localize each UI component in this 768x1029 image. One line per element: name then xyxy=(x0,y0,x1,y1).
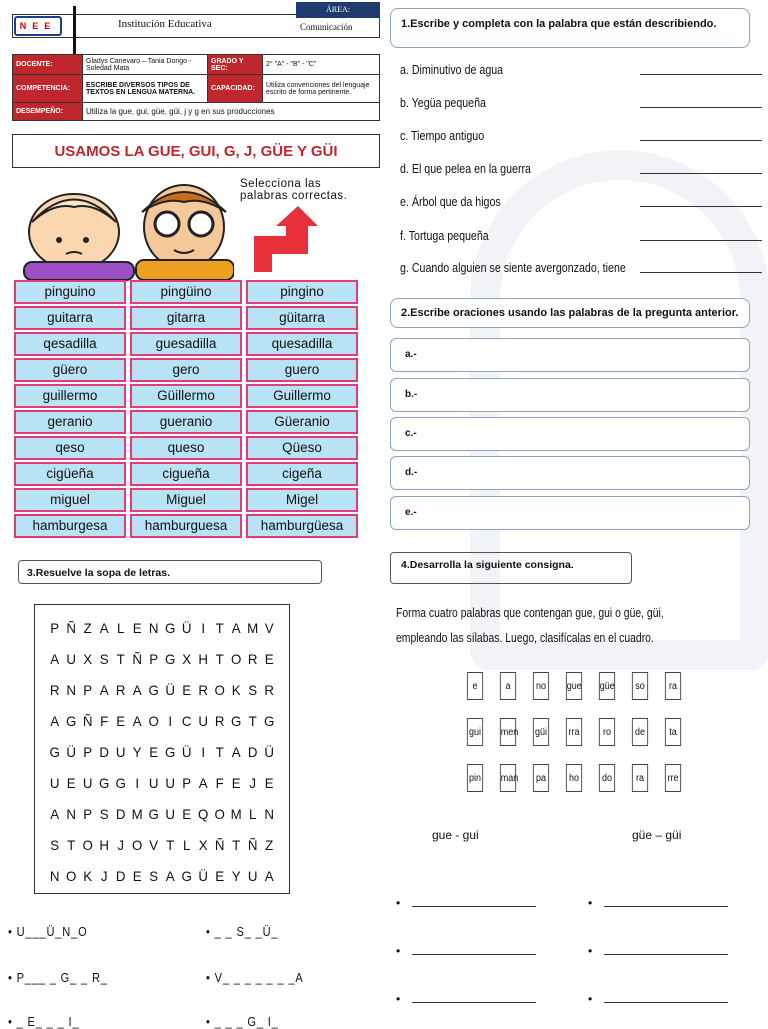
sentence-input[interactable]: c.- xyxy=(390,417,750,451)
word-search-letter[interactable]: M xyxy=(247,620,259,636)
q1-item: b. Yegüa pequeña xyxy=(400,95,486,110)
word-search-letter[interactable]: O xyxy=(231,651,242,667)
word-search-letter[interactable]: G xyxy=(165,620,176,636)
word-search-letter[interactable]: A xyxy=(231,620,241,636)
fill-word[interactable]: • U___Ü_N_O xyxy=(8,924,88,939)
word-row xyxy=(12,332,360,356)
word-search-letter[interactable]: N xyxy=(49,868,60,884)
word-search-letter[interactable]: U xyxy=(165,775,176,791)
competencia-label: COMPETENCIA: xyxy=(13,75,83,103)
sentence-input[interactable]: d.- xyxy=(390,456,750,490)
word-search-letter[interactable]: V xyxy=(149,837,159,853)
fill-word[interactable]: • _ _ S_ _Ü_ xyxy=(206,924,279,939)
word-row xyxy=(12,358,360,382)
word-search-letter[interactable]: T xyxy=(67,837,76,853)
word-search-letter[interactable]: Ü xyxy=(165,682,176,698)
word-search-letter[interactable]: E xyxy=(264,651,274,667)
area-label: ÁREA: xyxy=(296,2,380,18)
syllable-card[interactable]: ra xyxy=(665,672,681,700)
word-option[interactable]: Guillermo xyxy=(246,384,358,408)
desempeno-value: Utiliza la gue, gui, güe, güi, j y g en sus producciones xyxy=(83,103,380,121)
syllable-card[interactable]: a xyxy=(500,672,516,700)
word-option[interactable]: hamburgesa xyxy=(14,514,126,538)
info-table xyxy=(12,54,380,121)
word-search-letter[interactable]: G xyxy=(165,651,176,667)
word-search-letter[interactable]: A xyxy=(99,682,109,698)
word-row xyxy=(12,384,360,408)
q1-item: g. Cuando alguien se siente avergonzado, tiene xyxy=(400,260,626,275)
word-option[interactable]: guillermo xyxy=(14,384,126,408)
word-search-letter[interactable]: I xyxy=(168,713,173,729)
word-search-letter[interactable]: V xyxy=(264,620,274,636)
word-search-letter[interactable]: P xyxy=(182,775,192,791)
word-option[interactable]: pinguino xyxy=(14,280,126,304)
word-search-letter[interactable]: G xyxy=(165,744,176,760)
word-search-letter[interactable]: A xyxy=(50,713,60,729)
word-row xyxy=(12,280,360,304)
word-search-letter[interactable]: Ü xyxy=(181,744,192,760)
classification-line[interactable]: • xyxy=(588,894,732,910)
word-search-letter[interactable]: X xyxy=(182,651,192,667)
syllable-card[interactable]: ro xyxy=(599,718,615,746)
syllable-row xyxy=(466,718,697,746)
word-search-letter[interactable]: U xyxy=(247,868,258,884)
word-search-letter[interactable]: Ü xyxy=(66,744,76,760)
word-search-letter[interactable]: D xyxy=(99,744,109,760)
word-search-letter[interactable]: I xyxy=(135,775,140,791)
word-search-letter[interactable]: K xyxy=(231,682,241,698)
syllable-card[interactable]: pin xyxy=(467,764,483,792)
word-option[interactable]: qesadilla xyxy=(14,332,126,356)
word-search-letter[interactable]: E xyxy=(182,806,192,822)
word-search-letter[interactable]: Ñ xyxy=(66,620,76,636)
word-option[interactable]: Miguel xyxy=(130,488,242,512)
word-search-letter[interactable]: O xyxy=(65,868,77,884)
word-search-letter[interactable]: E xyxy=(215,868,225,884)
word-search-letter[interactable]: I xyxy=(201,744,206,760)
competencia-value: ESCRIBE DIVERSOS TIPOS DE TEXTOS EN LENGUA MATERNA. xyxy=(83,75,208,103)
word-row xyxy=(12,514,360,538)
word-search-letter[interactable]: J xyxy=(100,868,108,884)
word-search-letter[interactable]: N xyxy=(264,806,275,822)
word-search-letter[interactable]: E xyxy=(132,868,142,884)
sentence-input[interactable]: b.- xyxy=(390,378,750,412)
word-search-letter[interactable]: Ü xyxy=(198,868,209,884)
syllable-card[interactable]: ra xyxy=(632,764,648,792)
word-search-letter[interactable]: S xyxy=(149,868,159,884)
word-search-letter[interactable]: F xyxy=(100,713,109,729)
word-option[interactable]: gitarra xyxy=(130,306,242,330)
word-option[interactable]: quesadilla xyxy=(246,332,358,356)
word-search-letter[interactable]: G xyxy=(65,713,77,729)
word-search-letter[interactable]: A xyxy=(264,868,274,884)
category-gue-gui: gue - gui xyxy=(432,828,479,842)
word-search-letter[interactable]: A xyxy=(231,744,241,760)
word-option[interactable]: pingüino xyxy=(130,280,242,304)
word-search-letter[interactable]: U xyxy=(148,775,159,791)
arrow-up-icon xyxy=(248,204,320,274)
word-search-letter[interactable]: T xyxy=(232,837,241,853)
word-search-letter[interactable]: Z xyxy=(83,620,92,636)
header-divider xyxy=(73,6,76,54)
word-search-letter[interactable]: E xyxy=(132,620,142,636)
word-search-letter[interactable]: Ñ xyxy=(132,651,142,667)
word-search-letter[interactable]: P xyxy=(83,806,93,822)
word-search-letter[interactable]: P xyxy=(83,682,93,698)
syllable-row xyxy=(466,672,697,700)
word-search-letter[interactable]: T xyxy=(215,744,224,760)
word-search-letter[interactable]: X xyxy=(198,837,208,853)
word-option[interactable]: qeso xyxy=(14,436,126,460)
word-search-row xyxy=(47,768,277,799)
word-search-letter[interactable]: M xyxy=(230,806,242,822)
word-search-letter[interactable]: Y xyxy=(231,868,241,884)
syllable-card[interactable]: ho xyxy=(566,764,582,792)
syllable-card[interactable]: man xyxy=(500,764,516,792)
word-search-letter[interactable]: U xyxy=(115,744,126,760)
word-option[interactable]: hamburgüesa xyxy=(246,514,358,538)
word-search-letter[interactable]: G xyxy=(181,868,192,884)
word-option[interactable]: guero xyxy=(246,358,358,382)
word-search-letter[interactable]: U xyxy=(82,775,93,791)
word-search-row xyxy=(47,675,277,706)
word-option[interactable]: cigueña xyxy=(130,462,242,486)
word-option[interactable]: güitarra xyxy=(246,306,358,330)
word-search-letter[interactable]: G xyxy=(231,713,242,729)
word-option[interactable]: cigeña xyxy=(246,462,358,486)
word-option[interactable]: Güeranio xyxy=(246,410,358,434)
sentence-input[interactable]: a.- xyxy=(390,338,750,372)
q4-title: 4.Desarrolla la siguiente consigna. xyxy=(390,552,632,584)
word-search-letter[interactable]: C xyxy=(181,713,192,729)
word-search-row xyxy=(47,644,277,675)
word-search-letter[interactable]: A xyxy=(165,868,175,884)
capacidad-label: CAPACIDAD: xyxy=(208,75,263,103)
word-option[interactable]: geranio xyxy=(14,410,126,434)
word-search-letter[interactable]: A xyxy=(99,620,109,636)
word-search-letter[interactable]: E xyxy=(231,775,241,791)
answer-line[interactable] xyxy=(640,140,762,141)
word-search-letter[interactable]: A xyxy=(50,651,60,667)
word-search-letter[interactable]: G xyxy=(264,713,275,729)
word-search-row xyxy=(47,706,277,737)
word-option[interactable]: güero xyxy=(14,358,126,382)
word-search-letter[interactable]: P xyxy=(149,651,159,667)
syllable-card[interactable]: rre xyxy=(665,764,681,792)
fill-word[interactable]: • P___ _ G_ _ R_ xyxy=(8,970,108,985)
word-search-letter[interactable]: E xyxy=(149,744,159,760)
word-option[interactable]: hamburguesa xyxy=(130,514,242,538)
word-search-letter[interactable]: A xyxy=(132,713,142,729)
word-option[interactable]: guitarra xyxy=(14,306,126,330)
word-search-letter[interactable]: T xyxy=(215,651,224,667)
word-search-letter[interactable]: S xyxy=(99,651,109,667)
word-search-row xyxy=(47,799,277,830)
q1-item: e. Árbol que da higos xyxy=(400,194,501,209)
q1-title: 1.Escribe y completa con la palabra que están describiendo. xyxy=(390,8,750,48)
word-search-letter[interactable]: O xyxy=(214,806,225,822)
word-search-letter[interactable]: G xyxy=(148,682,159,698)
desempeno-label: DESEMPEÑO: xyxy=(13,103,83,121)
syllable-card[interactable]: güe xyxy=(599,672,615,700)
syllable-row xyxy=(466,764,697,792)
area-value: Comunicación xyxy=(300,22,353,32)
word-option[interactable]: Qüeso xyxy=(246,436,358,460)
word-search-letter[interactable]: A xyxy=(132,682,142,698)
syllable-card[interactable]: gui xyxy=(467,718,483,746)
word-search-letter[interactable]: S xyxy=(99,806,109,822)
word-search-letter[interactable]: D xyxy=(115,806,126,822)
word-search-row xyxy=(47,737,277,768)
word-row xyxy=(12,488,360,512)
q1-item: c. Tiempo antiguo xyxy=(400,128,485,143)
word-option[interactable]: guesadilla xyxy=(130,332,242,356)
q2-title: 2.Escribe oraciones usando las palabras de la pregunta anterior. xyxy=(390,298,750,328)
q3-title: 3.Resuelve la sopa de letras. xyxy=(18,560,322,584)
word-option[interactable]: Migel xyxy=(246,488,358,512)
classification-line[interactable]: • xyxy=(396,894,540,910)
answer-line[interactable] xyxy=(640,272,762,273)
word-search-letter[interactable]: J xyxy=(249,775,257,791)
select-instruction: Selecciona las palabras correctas. xyxy=(240,178,348,202)
syllable-card[interactable]: e xyxy=(467,672,483,700)
word-grid xyxy=(12,280,360,540)
word-search-letter[interactable]: L xyxy=(182,837,191,853)
word-search-letter[interactable]: Q xyxy=(198,806,209,822)
word-option[interactable]: cigüeña xyxy=(14,462,126,486)
word-search-letter[interactable]: T xyxy=(215,620,224,636)
classification-line[interactable]: • xyxy=(588,990,732,1006)
word-row xyxy=(12,306,360,330)
fill-word[interactable]: • V_ _ _ _ _ _ _A xyxy=(206,970,304,985)
word-search-letter[interactable]: P xyxy=(83,744,93,760)
word-search-letter[interactable]: O xyxy=(148,713,159,729)
syllable-card[interactable]: so xyxy=(632,672,648,700)
institution-name: Institución Educativa xyxy=(118,18,212,30)
word-search-letter[interactable]: E xyxy=(116,713,126,729)
syllable-card[interactable]: gue xyxy=(566,672,582,700)
q1-item: d. El que pelea en la guerra xyxy=(400,161,531,176)
word-search-letter[interactable]: N xyxy=(148,620,159,636)
word-search-letter[interactable]: Ñ xyxy=(214,837,225,853)
syllable-card[interactable]: de xyxy=(632,718,648,746)
word-option[interactable]: miguel xyxy=(14,488,126,512)
grado-label: GRADO Y SEC: xyxy=(208,55,263,75)
syllable-card[interactable]: güi xyxy=(533,718,549,746)
word-search-letter[interactable]: A xyxy=(198,775,208,791)
word-search-letter[interactable]: R xyxy=(49,682,60,698)
word-search-letter[interactable]: G xyxy=(98,775,110,791)
word-search-letter[interactable]: U xyxy=(198,713,209,729)
word-search-letter[interactable]: J xyxy=(117,837,124,853)
fill-word[interactable]: • _ _ _ G_ I_ xyxy=(206,1014,279,1029)
word-search-letter[interactable]: E xyxy=(182,682,192,698)
word-search-letter[interactable]: N xyxy=(66,682,76,698)
word-search-letter[interactable]: R xyxy=(198,682,209,698)
word-search-letter[interactable]: Ü xyxy=(264,744,275,760)
answer-line[interactable] xyxy=(640,107,762,108)
word-search-letter[interactable]: G xyxy=(148,806,159,822)
q1-item: a. Diminutivo de agua xyxy=(400,62,504,77)
word-option[interactable]: gueranio xyxy=(130,410,242,434)
word-search-letter[interactable]: Ñ xyxy=(82,713,93,729)
word-option[interactable]: Güillermo xyxy=(130,384,242,408)
word-search-letter[interactable]: L xyxy=(249,806,257,822)
word-search-grid xyxy=(34,604,290,894)
word-search-row xyxy=(47,861,277,892)
q1-item: f. Tortuga pequeña xyxy=(400,228,489,243)
category-guee-guei: güe – güi xyxy=(632,828,682,842)
word-search-letter[interactable]: N xyxy=(66,806,76,822)
answer-line[interactable] xyxy=(640,173,762,174)
word-search-row xyxy=(47,830,277,861)
classification-line[interactable]: • xyxy=(396,942,540,958)
word-search-letter[interactable]: O xyxy=(132,837,143,853)
word-option[interactable]: pingino xyxy=(246,280,358,304)
q4-instructions: Forma cuatro palabras que contengan gue, gui o güe, güi, empleando las sílabas. Luego, clasifícalas en el cuadro. xyxy=(396,605,664,645)
syllable-card[interactable]: ta xyxy=(665,718,681,746)
word-search-letter[interactable]: L xyxy=(116,620,125,636)
word-search-letter[interactable]: Ñ xyxy=(247,837,258,853)
word-search-letter[interactable]: R xyxy=(247,651,258,667)
word-search-letter[interactable]: Y xyxy=(132,744,142,760)
syllable-card[interactable]: no xyxy=(533,672,549,700)
word-search-letter[interactable]: R xyxy=(214,713,225,729)
word-search-letter[interactable]: P xyxy=(50,620,60,636)
word-search-letter[interactable]: U xyxy=(49,775,60,791)
word-search-letter[interactable]: D xyxy=(247,744,258,760)
answer-line[interactable] xyxy=(640,240,762,241)
word-search-letter[interactable]: U xyxy=(165,806,176,822)
grado-value: 2° "A" - "B" - "C" xyxy=(263,55,380,75)
docente-value: Gladys Canevaro – Tania Dongo - Soledad Mata xyxy=(83,55,208,75)
syllable-card[interactable]: pa xyxy=(533,764,549,792)
fill-word[interactable]: • _ E_ _ _ I_ xyxy=(8,1014,80,1029)
word-search-letter[interactable]: G xyxy=(49,744,60,760)
syllable-card[interactable]: rra xyxy=(566,718,582,746)
word-search-letter[interactable]: T xyxy=(166,837,175,853)
word-row xyxy=(12,410,360,434)
classification-line[interactable]: • xyxy=(396,990,540,1006)
word-search-letter[interactable]: G xyxy=(115,775,126,791)
word-search-row xyxy=(47,613,277,644)
word-search-letter[interactable]: I xyxy=(201,620,206,636)
answer-line[interactable] xyxy=(640,206,762,207)
word-search-letter[interactable]: H xyxy=(198,651,209,667)
word-search-letter[interactable]: X xyxy=(83,651,93,667)
docente-label: DOCENTE: xyxy=(13,55,83,75)
word-search-letter[interactable]: T xyxy=(248,713,257,729)
word-search-letter[interactable]: D xyxy=(115,868,126,884)
page-title: USAMOS LA GUE, GUI, G, J, GÜE Y GÜI xyxy=(12,134,380,168)
word-search-letter[interactable]: E xyxy=(264,775,274,791)
syllable-card[interactable]: do xyxy=(599,764,615,792)
word-search-letter[interactable]: Ü xyxy=(181,620,192,636)
word-search-letter[interactable]: R xyxy=(264,682,275,698)
sentence-input[interactable]: e.- xyxy=(390,496,750,530)
word-search-letter[interactable]: O xyxy=(82,837,93,853)
word-search-letter[interactable]: Z xyxy=(265,837,274,853)
word-search-letter[interactable]: S xyxy=(248,682,258,698)
answer-line[interactable] xyxy=(640,74,762,75)
word-search-letter[interactable]: O xyxy=(214,682,225,698)
word-search-letter[interactable]: R xyxy=(115,682,126,698)
word-option[interactable]: gero xyxy=(130,358,242,382)
capacidad-value: Utiliza convenciones del lenguaje escrito de forma pertinente. xyxy=(263,75,380,103)
word-search-letter[interactable]: U xyxy=(66,651,76,667)
word-search-letter[interactable]: F xyxy=(215,775,224,791)
word-search-letter[interactable]: H xyxy=(99,837,109,853)
word-option[interactable]: queso xyxy=(130,436,242,460)
word-search-letter[interactable]: M xyxy=(131,806,143,822)
word-row xyxy=(12,436,360,460)
word-search-letter[interactable]: S xyxy=(50,837,60,853)
word-search-letter[interactable]: E xyxy=(66,775,76,791)
word-row xyxy=(12,462,360,486)
word-search-letter[interactable]: A xyxy=(50,806,60,822)
word-search-letter[interactable]: T xyxy=(116,651,125,667)
syllable-card[interactable]: men xyxy=(500,718,516,746)
school-logo: NEE xyxy=(14,16,62,36)
word-search-letter[interactable]: K xyxy=(83,868,93,884)
classification-line[interactable]: • xyxy=(588,942,732,958)
kids-illustration xyxy=(14,172,234,282)
